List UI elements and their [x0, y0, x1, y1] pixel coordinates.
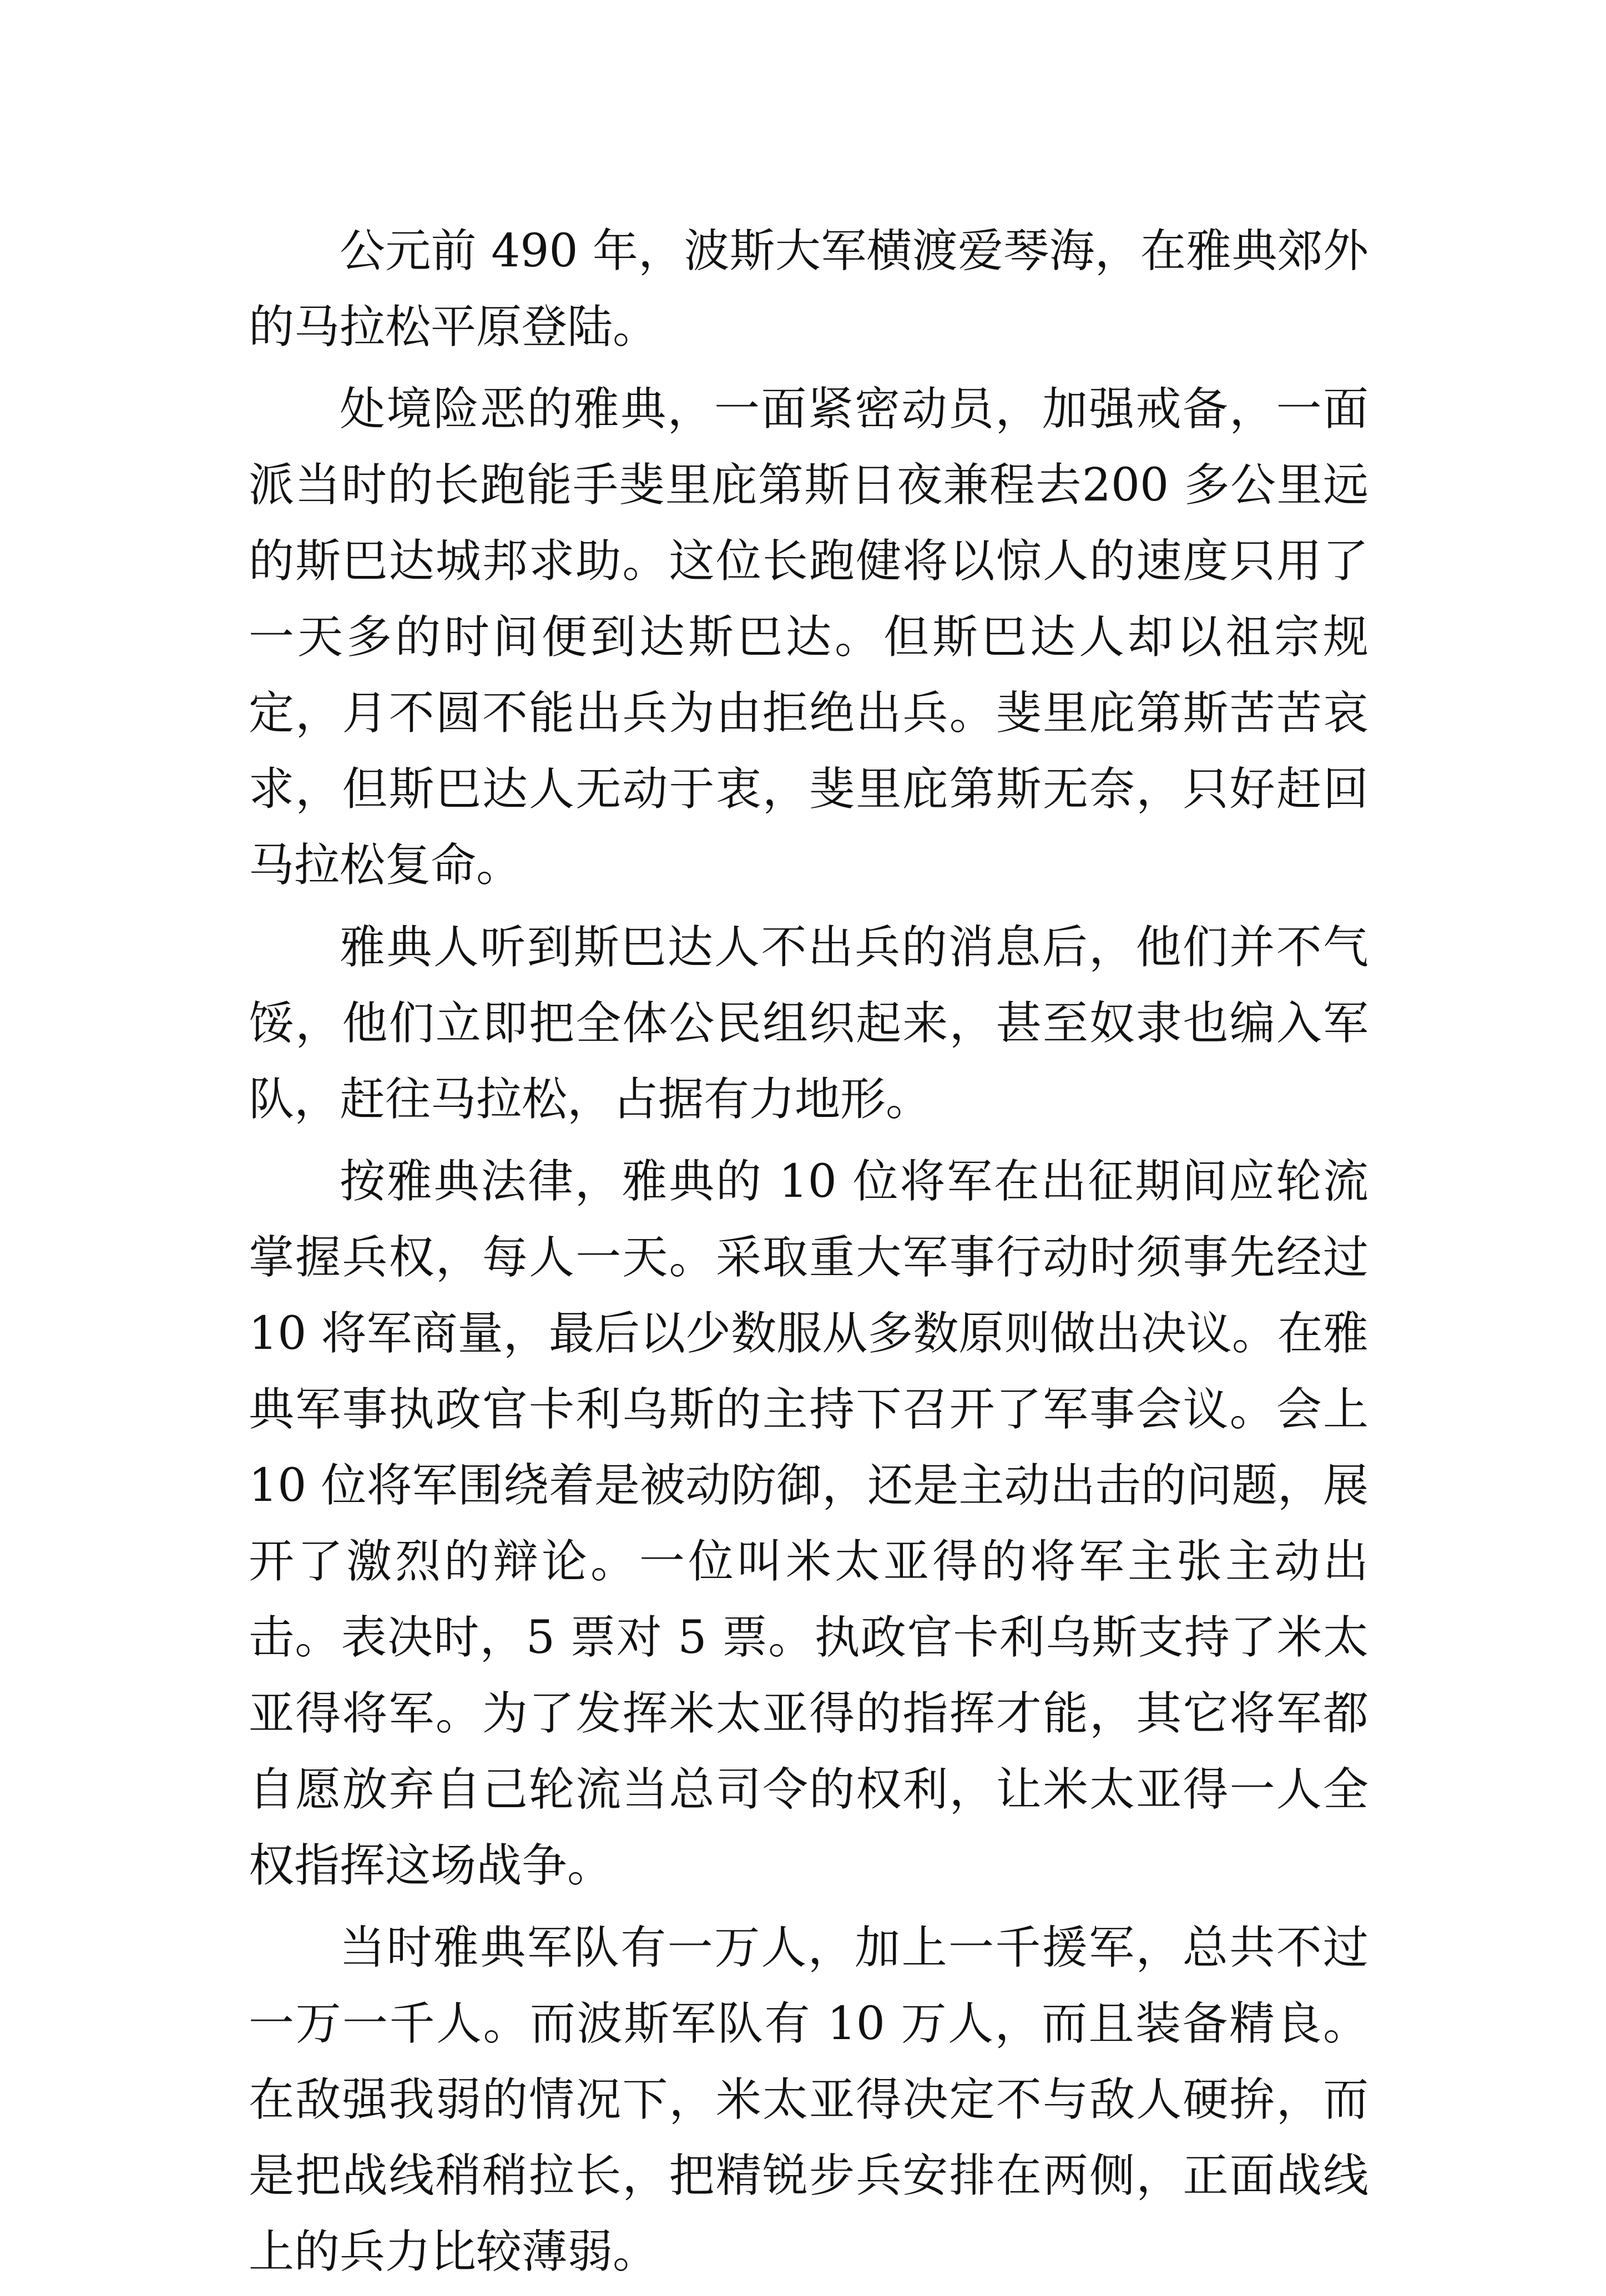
paragraph-1: 公元前 490 年，波斯大军横渡爱琴海，在雅典郊外的马拉松平原登陆。 — [249, 225, 1368, 353]
document-body — [249, 213, 1368, 2296]
paragraph-3: 雅典人听到斯巴达人不出兵的消息后，他们并不气馁，他们立即把全体公民组织起来，甚至奴隶也编入军队，赶往马拉松，占据有力地形。 — [249, 921, 1368, 1126]
paragraph-4: 按雅典法律，雅典的 10 位将军在出征期间应轮流掌握兵权，每人一天。采取重大军事行动时须事先经过 10 将军商量，最后以少数服从多数原则做出决议。在雅典军事执政官卡利乌斯的主持下召开了军事会议。会上 10 位将军围绕着是被动防御，还是主动出击的问题，展开了激烈的辩论。一位叫米太亚得的将军主张主动出击。表决时，5 票对 5 票。执政官卡利乌斯支持了米太亚得将军。为了发挥米太亚得的指挥才能，其它将军都自愿放弃自己轮流当总司令的权利，让米太亚得一人全权指挥这场战争。 — [249, 1155, 1368, 1892]
paragraph-2: 处境险恶的雅典，一面紧密动员，加强戒备，一面派当时的长跑能手斐里庇第斯日夜兼程去200 多公里远的斯巴达城邦求助。这位长跑健将以惊人的速度只用了一天多的时间便到达斯巴达。但斯巴达人却以祖宗规定，月不圆不能出兵为由拒绝出兵。斐里庇第斯苦苦哀求，但斯巴达人无动于衷，斐里庇第斯无奈，只好赶回马拉松复命。 — [249, 383, 1368, 892]
paragraph-5: 当时雅典军队有一万人，加上一千援军，总共不过一万一千人。而波斯军队有 10 万人，而且装备精良。在敌强我弱的情况下，米太亚得决定不与敌人硬拚，而是把战线稍稍拉长，把精锐步兵安排在两侧，正面战线上的兵力比较薄弱。 — [249, 1921, 1368, 2278]
